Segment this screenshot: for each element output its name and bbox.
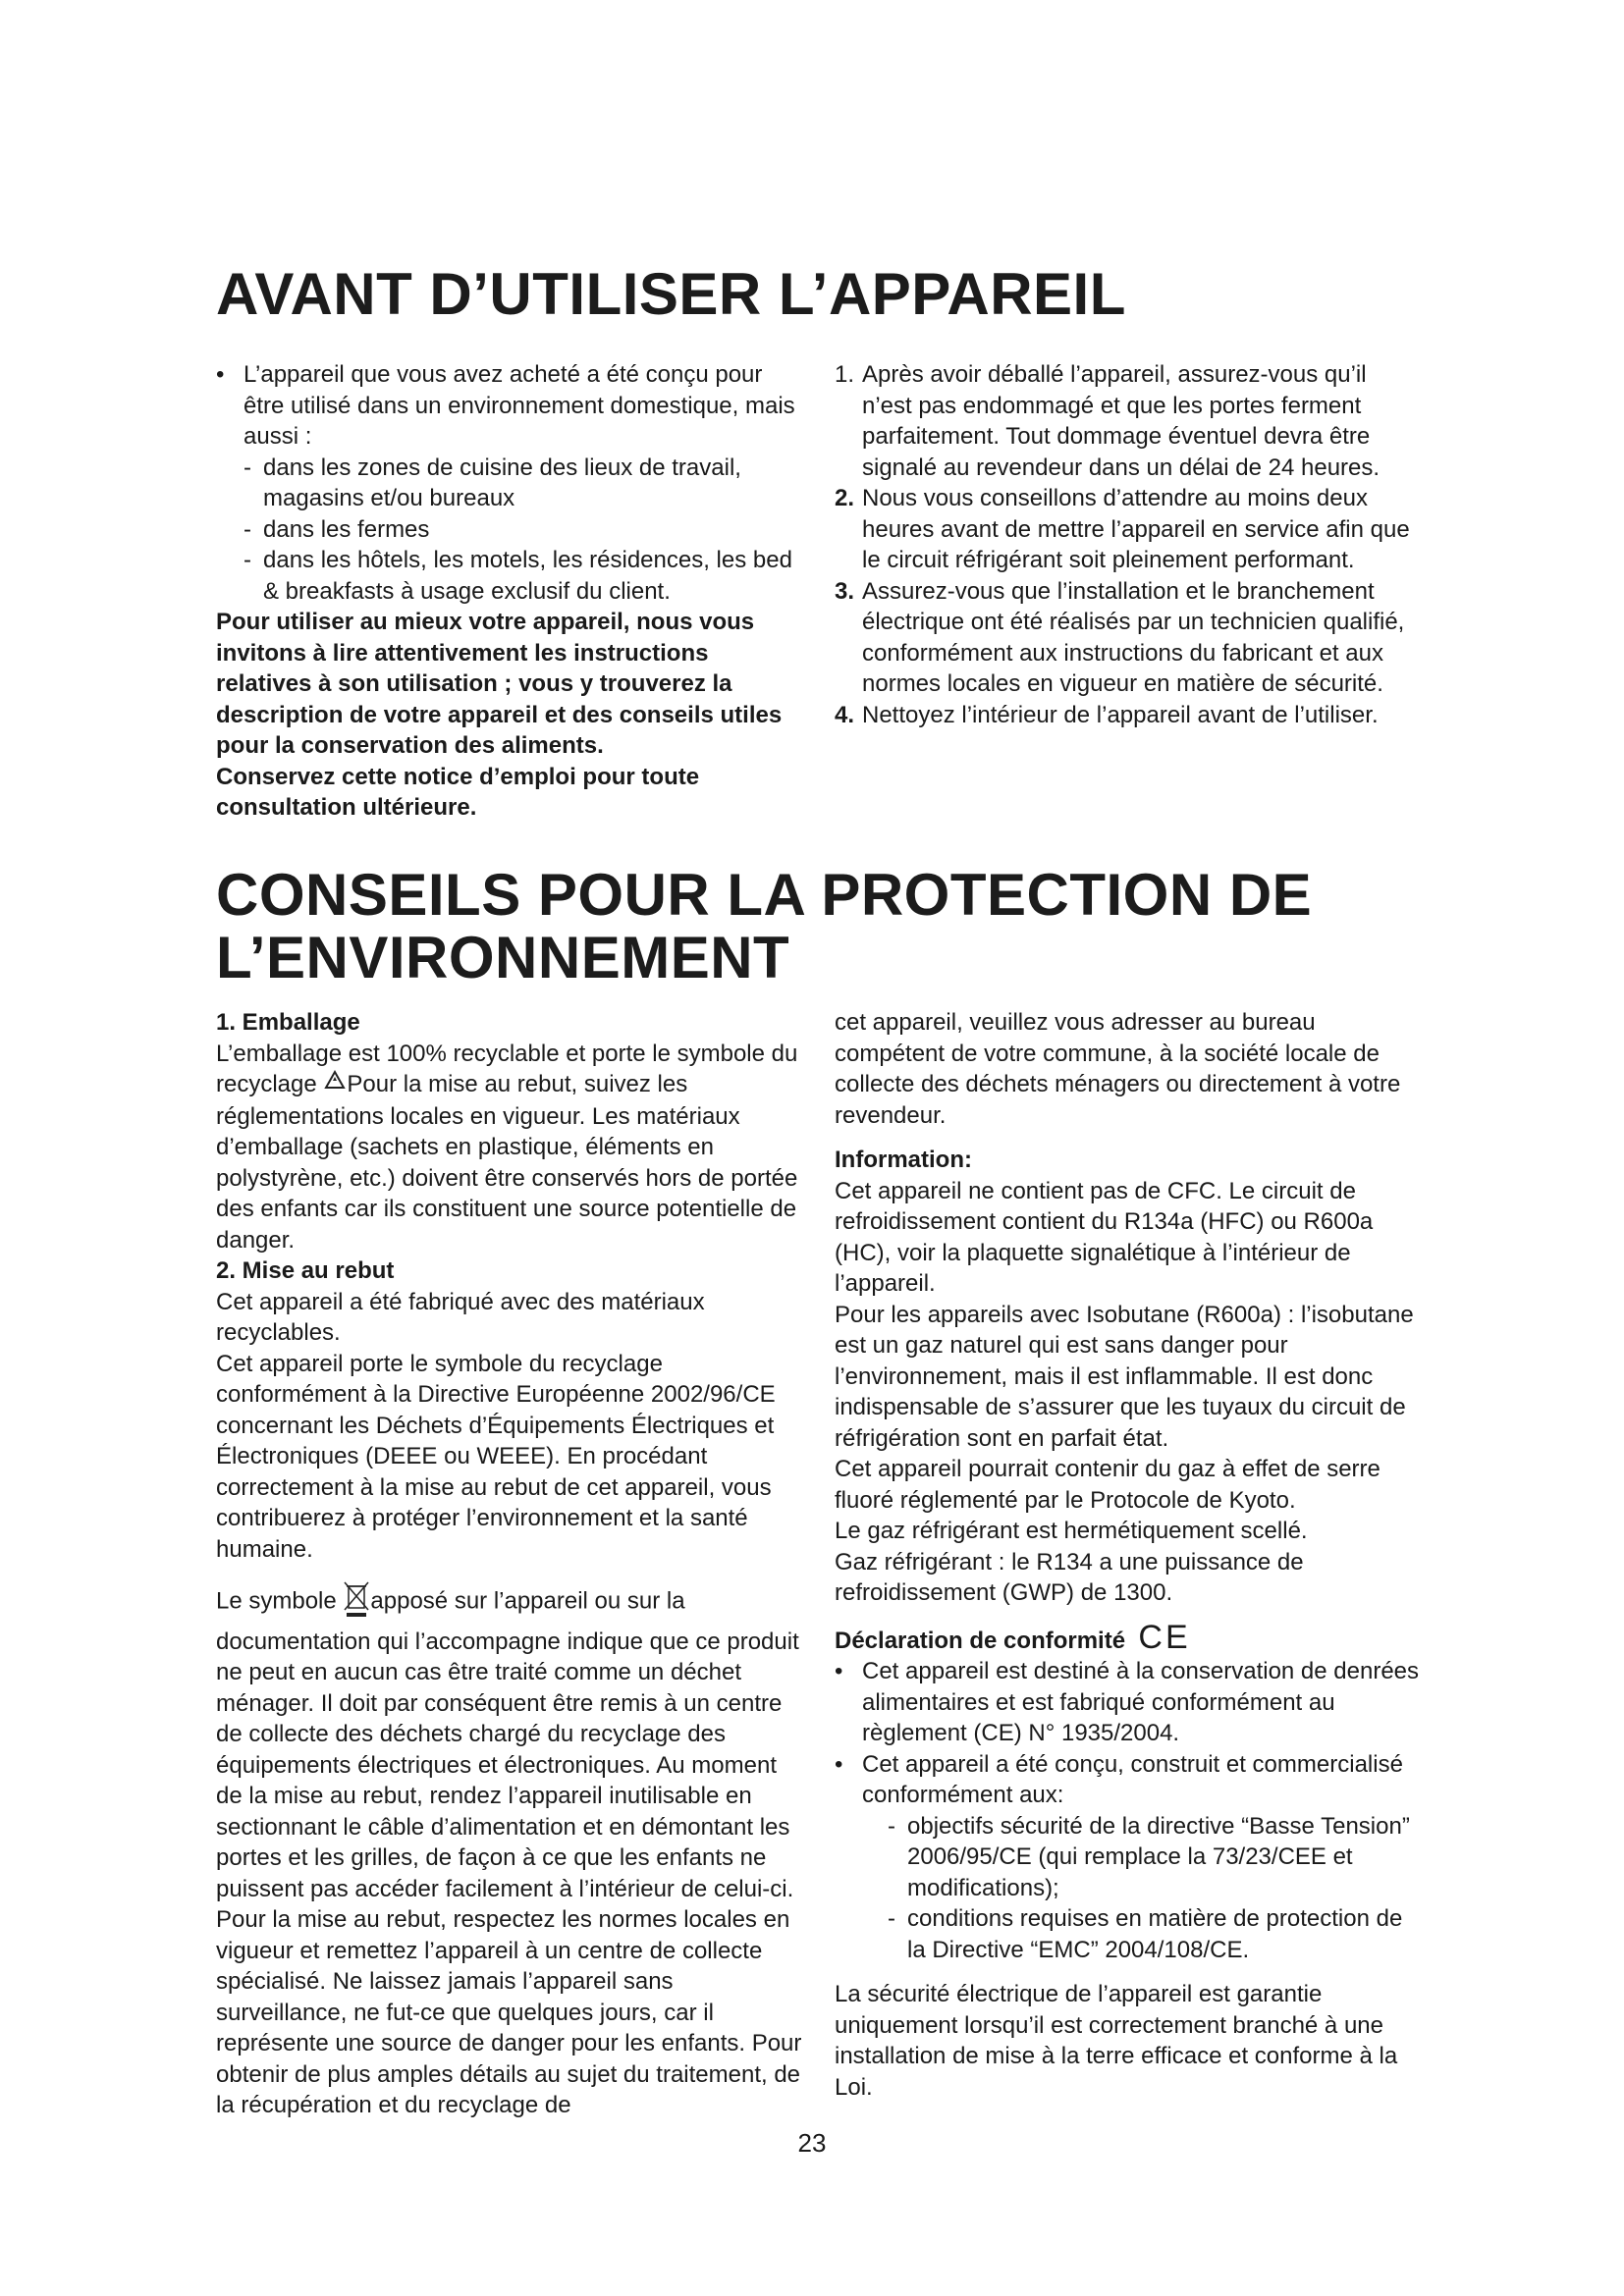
declaration-bullet: • Cet appareil est destiné à la conservation de denrées alimentaires et est fabriqué conformément au règlement (CE) N° 1935/2004. <box>835 1656 1420 1749</box>
heading-emballage: 1. Emballage <box>216 1009 360 1036</box>
domestic-use-bullet: • L’appareil que vous avez acheté a été conçu pour être utilisé dans un environnement domestique, mais aussi : <box>216 359 805 453</box>
use-case-item: - dans les hôtels, les motels, les résidences, les bed & breakfasts à usage exclusif du client. <box>244 547 792 605</box>
ce-mark: CE <box>1138 1618 1191 1656</box>
directive-item: - conditions requises en matière de protection de la Directive “EMC” 2004/108/CE. <box>888 1905 1403 1963</box>
section-title-avant: AVANT D’UTILISER L’APPAREIL <box>216 261 1126 327</box>
intro-left-column <box>216 359 805 824</box>
environment-left-column <box>216 1007 805 2121</box>
read-instructions-note: Pour utiliser au mieux votre appareil, nous vous invitons à lire attentivement les instructions relatives à son utilisation ; vous y trouverez la description de votre appareil et des conseils utiles pour la conservation des aliments. <box>216 609 783 759</box>
info-text-2: Pour les appareils avec Isobutane (R600a) : l’isobutane est un gaz naturel qui est sans danger pour l’environnement, mais il est inflammable. Il est donc indispensable de s’assurer que les tuyaux du circuit de réfrigération sont en parfait état. <box>835 1301 1414 1452</box>
heading-declaration: Déclaration de conformité CE <box>835 1618 1191 1656</box>
page-number: 23 <box>797 2128 827 2158</box>
numbered-step: 2. Nous vous conseillons d’attendre au moins deux heures avant de mettre l’appareil en service afin que le circuit réfrigérant soit pleinement performant. <box>835 485 1410 573</box>
info-text-1: Cet appareil ne contient pas de CFC. Le circuit de refroidissement contient du R134a (HFC) ou R600a (HC), voir la plaquette signalétique à l’intérieur de l’appareil. <box>835 1177 1374 1297</box>
numbered-step: 4. Nettoyez l’intérieur de l’appareil avant de l’utiliser. <box>835 701 1379 728</box>
info-text-3: Cet appareil pourrait contenir du gaz à effet de serre fluoré réglementé par le Protocole de Kyoto. <box>835 1456 1380 1514</box>
use-case-item: - dans les zones de cuisine des lieux de travail, magasins et/ou bureaux <box>244 454 741 511</box>
packaging-text: L’emballage est 100% recyclable et porte le symbole du recyclage Pour la mise au rebut, suivez les réglementations locales en vigueur. Les matériaux d’emballage (sachets en plastique, éléments en polystyrène, etc.) doivent être conservés hors de portée des enfants car ils constituent une source potentielle de danger. <box>216 1040 798 1254</box>
disposal-text-3: Le symbole apposé sur l’appareil ou sur la documentation qui l’accompagne indique que ce produit ne peut en aucun cas être traité comme un déchet ménager. Il doit par conséquent être remis à un centre de collecte des déchets chargé du recyclage des équipements électriques et électroniques. Au moment de la mise au rebut, rendez l’appareil inutilisable en sectionnant le câble d’alimentation et en démontant les portes et les grilles, de façon à ce que les enfants ne puissent pas accéder facilement à l’intérieur de celui-ci. Pour la mise au rebut, respectez les normes locales en vigueur et remettez l’appareil à un centre de collecte spécialisé. Ne laissez jamais l’appareil sans surveillance, ne fut-ce que quelques jours, car il représente une source de danger pour les enfants. Pour obtenir de plus amples détails au sujet du traitement, de la récupération et du recyclage de <box>216 1578 805 2121</box>
use-case-item: - dans les fermes <box>244 515 430 543</box>
section-title-conseils: CONSEILS POUR LA PROTECTION DE L’ENVIRONNEMENT <box>216 862 1313 990</box>
environment-right-column <box>835 1007 1420 2103</box>
crossed-bin-icon <box>343 1578 370 1627</box>
directive-item: - objectifs sécurité de la directive “Basse Tension” 2006/95/CE (qui remplace la 73/23/CEE et modifications); <box>888 1812 1410 1901</box>
numbered-step: 1. Après avoir déballé l’appareil, assurez-vous qu’il n’est pas endommagé et que les portes ferment parfaitement. Tout dommage éventuel devra être signalé au revendeur dans un délai de 24 heures. <box>835 361 1380 481</box>
heading-mise-au-rebut: 2. Mise au rebut <box>216 1257 395 1285</box>
keep-manual-note: Conservez cette notice d’emploi pour toute consultation ultérieure. <box>216 763 700 821</box>
disposal-text-1: Cet appareil a été fabriqué avec des matériaux recyclables. <box>216 1288 705 1347</box>
intro-right-column <box>835 359 1414 730</box>
numbered-step: 3. Assurez-vous que l’installation et le branchement électrique ont été réalisés par un technicien qualifié, conformément aux instructions du fabricant et aux normes locales en vigueur en matière de sécurité. <box>835 577 1405 697</box>
info-text-5: Gaz réfrigérant : le R134 a une puissance de refroidissement (GWP) de 1300. <box>835 1548 1304 1606</box>
heading-information: Information: <box>835 1147 972 1173</box>
declaration-bullet: • Cet appareil a été conçu, construit et commercialisé conformément aux: <box>835 1749 1420 1811</box>
recycling-icon <box>323 1069 347 1101</box>
disposal-text-2: Cet appareil porte le symbole du recyclage conformément à la Directive Européenne 2002/96/CE concernant les Déchets d’Équipements Électriques et Électroniques (DEEE ou WEEE). En procédant correctement à la mise au rebut de cet appareil, vous contribuerez à protéger l’environnement et la santé humaine. <box>216 1350 776 1563</box>
disposal-continuation: cet appareil, veuillez vous adresser au bureau compétent de votre commune, à la société locale de collecte des déchets ménagers ou directement à votre revendeur. <box>835 1009 1401 1129</box>
info-text-4: Le gaz réfrigérant est hermétiquement scellé. <box>835 1518 1308 1544</box>
electrical-safety-text: La sécurité électrique de l’appareil est garantie uniquement lorsqu’il est correctement branché à une installation de mise à la terre efficace et conforme à la Loi. <box>835 1981 1398 2101</box>
